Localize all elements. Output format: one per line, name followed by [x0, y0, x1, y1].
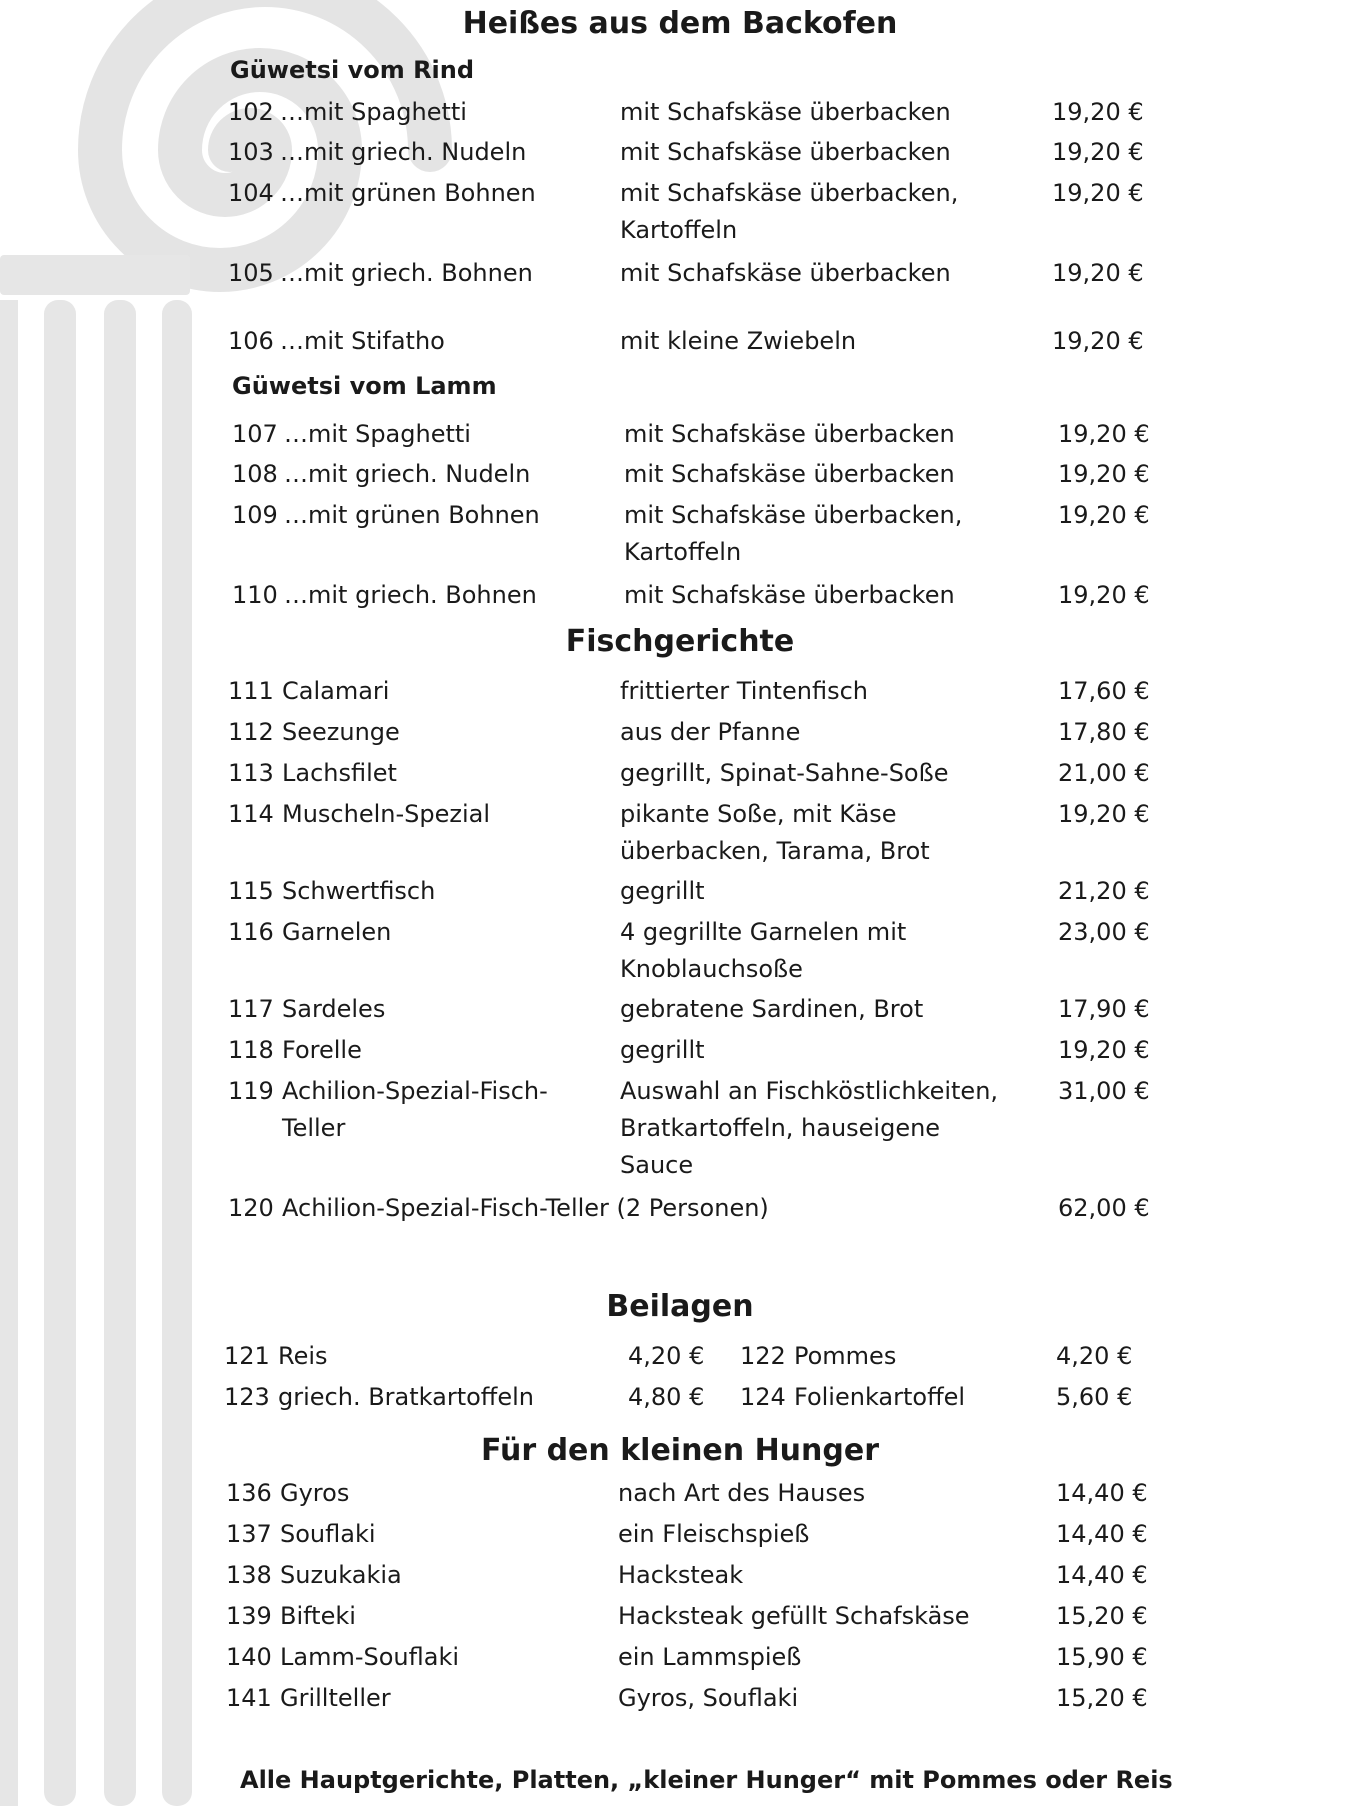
item-name: Grillteller [280, 1684, 391, 1712]
item-description: pikante Soße, mit Käse überbacken, Tarama, Brot [620, 800, 930, 865]
item-name: Seezunge [282, 718, 400, 746]
item-number: 112 [228, 718, 274, 746]
item-price: 19,20 € [1052, 98, 1144, 126]
column-flute-1 [0, 300, 18, 1806]
item-name: Lachsfilet [282, 759, 397, 787]
item-name: Folienkartoffel [794, 1383, 966, 1411]
item-description: Gyros, Souflaki [618, 1684, 799, 1712]
item-price: 19,20 € [1052, 327, 1144, 355]
item-price: 19,20 € [1052, 138, 1144, 166]
item-number: 113 [228, 759, 274, 787]
item-price: 4,80 € [628, 1383, 705, 1411]
item-description: ein Lammspieß [618, 1643, 802, 1671]
item-name: Suzukakia [280, 1561, 402, 1589]
item-price: 19,20 € [1058, 1036, 1150, 1064]
section-title-backofen: Heißes aus dem Backofen [462, 6, 898, 41]
item-description: nach Art des Hauses [618, 1479, 866, 1507]
item-price: 19,20 € [1058, 501, 1150, 529]
item-number: 110 [232, 581, 278, 609]
item-name: Achilion-Spezial-Fisch-Teller (2 Personen) [282, 1194, 769, 1222]
item-name: Reis [278, 1342, 328, 1370]
item-description: mit Schafskäse überbacken [620, 259, 951, 287]
item-price: 15,90 € [1056, 1643, 1148, 1671]
item-number: 116 [228, 918, 274, 946]
item-name: …mit grünen Bohnen [280, 179, 536, 207]
item-number: 138 [226, 1561, 272, 1589]
item-name: Forelle [282, 1036, 362, 1064]
item-number: 122 [740, 1342, 786, 1370]
item-number: 119 [228, 1077, 274, 1105]
item-number: 136 [226, 1479, 272, 1507]
item-description: Auswahl an Fischköstlichkeiten, Bratkartoffeln, hauseigene Sauce [620, 1077, 999, 1179]
section-title-hunger: Für den kleinen Hunger [480, 1433, 880, 1468]
item-description: 4 gegrillte Garnelen mit Knoblauchsoße [620, 918, 907, 983]
item-name: …mit griech. Bohnen [284, 581, 537, 609]
item-number: 123 [224, 1383, 270, 1411]
item-name: Schwertfisch [282, 877, 436, 905]
item-number: 120 [228, 1194, 274, 1222]
item-price: 19,20 € [1052, 259, 1144, 287]
item-description: aus der Pfanne [620, 718, 801, 746]
column-flute-2 [44, 300, 76, 1806]
item-description: mit Schafskäse überbacken [624, 420, 955, 448]
item-description: Hacksteak [618, 1561, 744, 1589]
item-name: Gyros [280, 1479, 350, 1507]
subheading-lamm: Güwetsi vom Lamm [232, 372, 497, 400]
item-number: 117 [228, 995, 274, 1023]
item-number: 115 [228, 877, 274, 905]
item-number: 104 [228, 179, 274, 207]
item-description: gegrillt [620, 877, 705, 905]
item-price: 19,20 € [1058, 420, 1150, 448]
item-price: 14,40 € [1056, 1479, 1148, 1507]
item-price: 23,00 € [1058, 918, 1150, 946]
column-flute-4 [162, 300, 192, 1806]
item-number: 106 [228, 327, 274, 355]
subheading-rind: Güwetsi vom Rind [230, 56, 475, 84]
item-name: Garnelen [282, 918, 392, 946]
footer-note: Alle Hauptgerichte, Platten, „kleiner Hunger“ mit Pommes oder Reis [240, 1766, 1173, 1794]
item-price: 14,40 € [1056, 1561, 1148, 1589]
item-number: 108 [232, 460, 278, 488]
section-title-fisch: Fischgerichte [565, 624, 795, 659]
item-description: gegrillt, Spinat-Sahne-Soße [620, 759, 949, 787]
item-name: Muscheln-Spezial [282, 800, 491, 828]
item-price: 15,20 € [1056, 1684, 1148, 1712]
item-name: Sardeles [282, 995, 386, 1023]
item-number: 124 [740, 1383, 786, 1411]
item-price: 21,00 € [1058, 759, 1150, 787]
item-price: 17,80 € [1058, 718, 1150, 746]
item-name: Bifteki [280, 1602, 356, 1630]
item-name: Achilion-Spezial-Fisch-Teller [282, 1077, 548, 1142]
item-number: 137 [226, 1520, 272, 1548]
item-description: mit kleine Zwiebeln [620, 327, 857, 355]
item-name: Calamari [282, 677, 390, 705]
item-number: 141 [226, 1684, 272, 1712]
item-name: …mit Spaghetti [280, 98, 467, 126]
item-name: …mit Spaghetti [284, 420, 471, 448]
item-name: Souflaki [280, 1520, 376, 1548]
section-title-beilagen: Beilagen [606, 1289, 754, 1324]
item-name: Lamm-Souflaki [280, 1643, 460, 1671]
item-number: 107 [232, 420, 278, 448]
item-name: …mit Stifatho [280, 327, 445, 355]
item-number: 102 [228, 98, 274, 126]
item-description: gegrillt [620, 1036, 705, 1064]
item-number: 140 [226, 1643, 272, 1671]
item-description: mit Schafskäse überbacken [624, 460, 955, 488]
item-name: …mit griech. Nudeln [284, 460, 531, 488]
item-number: 121 [224, 1342, 270, 1370]
item-name: …mit griech. Bohnen [280, 259, 533, 287]
column-capital-band [0, 255, 190, 295]
item-number: 139 [226, 1602, 272, 1630]
item-price: 19,20 € [1058, 581, 1150, 609]
item-description: Hacksteak gefüllt Schafskäse [618, 1602, 970, 1630]
item-price: 4,20 € [1056, 1342, 1133, 1370]
item-name: Pommes [794, 1342, 897, 1370]
item-price: 14,40 € [1056, 1520, 1148, 1548]
item-number: 105 [228, 259, 274, 287]
item-description: mit Schafskäse überbacken [624, 581, 955, 609]
item-price: 15,20 € [1056, 1602, 1148, 1630]
column-flute-3 [104, 300, 136, 1806]
item-number: 103 [228, 138, 274, 166]
item-number: 109 [232, 501, 278, 529]
item-price: 62,00 € [1058, 1194, 1150, 1222]
item-price: 19,20 € [1052, 179, 1144, 207]
item-number: 111 [228, 677, 274, 705]
item-price: 21,20 € [1058, 877, 1150, 905]
item-description: mit Schafskäse überbacken, Kartoffeln [624, 501, 963, 566]
item-description: mit Schafskäse überbacken [620, 98, 951, 126]
item-name: …mit griech. Nudeln [280, 138, 527, 166]
item-number: 118 [228, 1036, 274, 1064]
item-name: …mit grünen Bohnen [284, 501, 540, 529]
item-price: 17,90 € [1058, 995, 1150, 1023]
item-price: 31,00 € [1058, 1077, 1150, 1105]
item-price: 19,20 € [1058, 800, 1150, 828]
item-price: 5,60 € [1056, 1383, 1133, 1411]
item-price: 4,20 € [628, 1342, 705, 1370]
item-name: griech. Bratkartoffeln [278, 1383, 534, 1411]
item-price: 19,20 € [1058, 460, 1150, 488]
item-number: 114 [228, 800, 274, 828]
item-description: mit Schafskäse überbacken [620, 138, 951, 166]
item-description: mit Schafskäse überbacken, Kartoffeln [620, 179, 959, 244]
item-description: frittierter Tintenfisch [620, 677, 868, 705]
item-description: ein Fleischspieß [618, 1520, 810, 1548]
item-description: gebratene Sardinen, Brot [620, 995, 924, 1023]
item-price: 17,60 € [1058, 677, 1150, 705]
